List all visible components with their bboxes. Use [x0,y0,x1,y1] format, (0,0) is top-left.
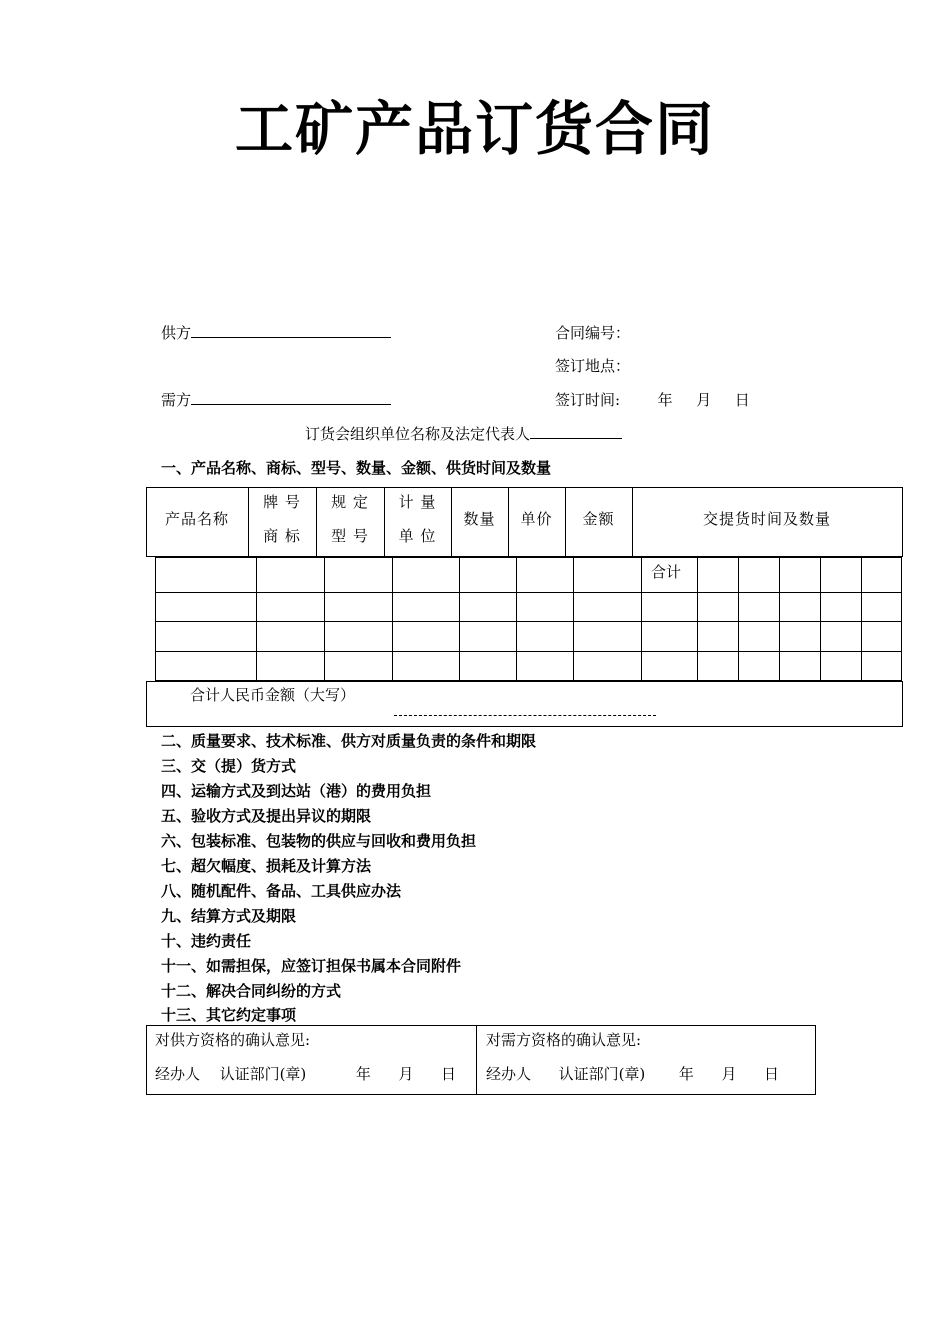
supplier-day-label: 日 [441,1065,457,1083]
header-brand-1: 牌 号 [263,493,301,511]
supplier-month-label: 月 [398,1065,414,1083]
supplier-handler-label: 经办人 [155,1065,201,1083]
section-6-heading: 六、包装标准、包装物的供应与回收和费用负担 [161,832,477,850]
header-brand-2: 商 标 [263,527,301,545]
org-rep-label: 订货会组织单位名称及法定代表人 [305,425,531,443]
sign-time-line [555,389,750,410]
page-title: 工矿产品订货合同 [234,95,715,163]
buyer-line [161,389,391,410]
supplier-field[interactable] [191,323,391,338]
buyer-label: 需方 [161,391,192,409]
header-unit-2: 单 位 [398,527,437,545]
header-unit-price: 单价 [520,510,553,528]
total-rmb-field[interactable] [394,715,656,716]
header-quantity: 数量 [463,510,496,528]
supplier-confirm-sign [155,1063,456,1084]
buyer-handler-label: 经办人 [486,1065,532,1083]
section-2-heading: 二、质量要求、技术标准、供方对质量负责的条件和期限 [161,732,537,750]
section-5-heading: 五、验收方式及提出异议的期限 [161,807,372,825]
month-label: 月 [696,391,712,409]
buyer-day-label: 日 [764,1065,780,1083]
header-delivery: 交提货时间及数量 [702,510,831,528]
section-11-heading: 十一、如需担保，应签订担保书属本合同附件 [161,957,462,975]
supplier-line [161,322,391,343]
buyer-confirm-title: 对需方资格的确认意见: [486,1031,642,1049]
sign-place-label: 签订地点： [555,357,631,375]
supplier-year-label: 年 [355,1065,371,1083]
supplier-label: 供方 [161,324,192,342]
total-rmb-label: 合计人民币金额（大写） [190,686,356,704]
section-10-heading: 十、违约责任 [161,932,252,950]
sign-time-label: 签订时间: [555,391,621,409]
section-1-heading: 一、产品名称、商标、型号、数量、金额、供货时间及数量 [161,459,552,477]
buyer-dept-label: 认证部门(章) [558,1065,646,1083]
section-8-heading: 八、随机配件、备品、工具供应办法 [161,882,402,900]
year-label: 年 [657,391,673,409]
subtotal-label: 合计 [651,563,682,581]
buyer-confirm-sign [486,1063,779,1084]
day-label: 日 [734,391,750,409]
contract-no-label: 合同编号： [555,324,631,342]
section-3-heading: 三、交（提）货方式 [161,757,297,775]
header-amount: 金额 [582,510,615,528]
section-9-heading: 九、结算方式及期限 [161,907,297,925]
header-model-1: 规 定 [331,493,369,511]
buyer-month-label: 月 [721,1065,737,1083]
header-model-2: 型 号 [331,527,369,545]
buyer-field[interactable] [191,390,391,405]
buyer-year-label: 年 [678,1065,694,1083]
section-13-heading: 十三、其它约定事项 [161,1006,297,1024]
header-product-name: 产品名称 [164,510,229,528]
supplier-confirm-title: 对供方资格的确认意见: [155,1031,311,1049]
section-4-heading: 四、运输方式及到达站（港）的费用负担 [161,782,432,800]
header-unit-1: 计 量 [398,493,437,511]
org-rep-line [305,423,622,444]
section-12-heading: 十二、解决合同纠纷的方式 [161,982,342,1000]
supplier-dept-label: 认证部门(章) [219,1065,307,1083]
table-body-grid [155,557,902,681]
section-7-heading: 七、超欠幅度、损耗及计算方法 [161,857,372,875]
org-rep-field[interactable] [530,424,622,439]
